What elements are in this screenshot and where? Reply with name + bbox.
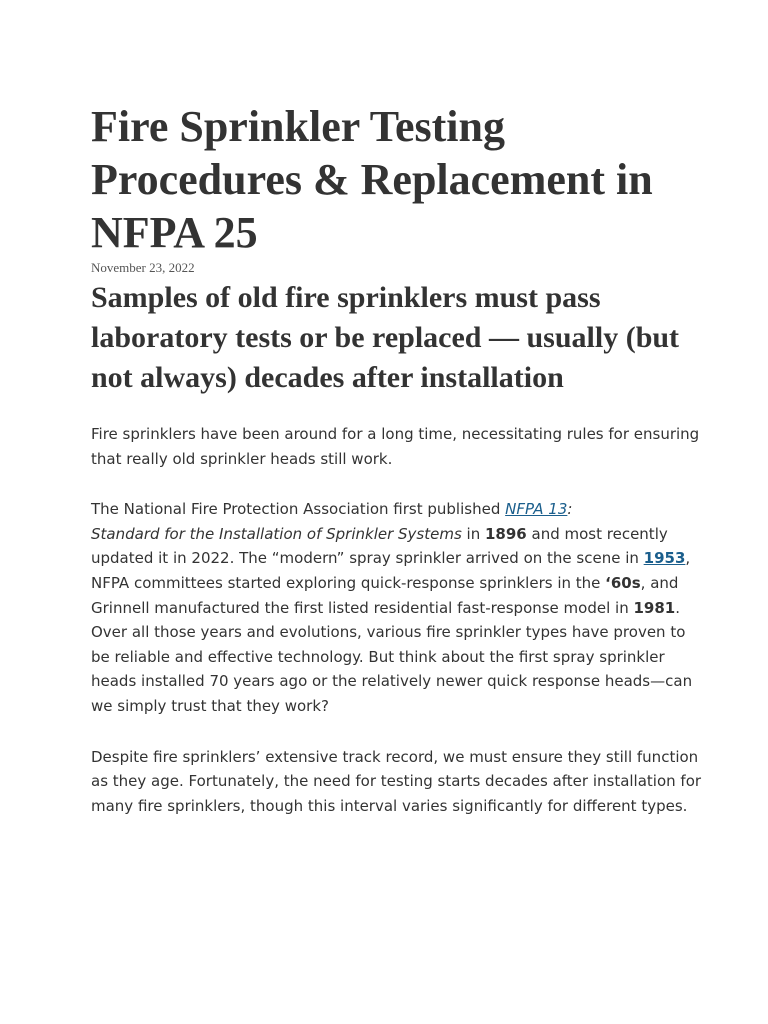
year-1981: 1981 [633,598,676,617]
text-segment: , NFPA committees started exploring quick-response sprinklers in the [91,549,691,592]
year-1953-link[interactable] [644,549,686,567]
text-segment: , and Grinnell manufactured the first listed residential fast-response model in [91,573,679,617]
sixties-label: ‘60s [605,573,641,592]
text-segment: The National Fire Protection Association first published [91,500,506,519]
text-segment: . Over all those years and evolutions, various fire sprinkler types have proven to be reliable and effective technology. But think about the first spray sprinkler heads installed 70 years ago or the relatively newer quick response heads—can we simply trust that they work? [91,598,693,715]
nfpa-13-link[interactable]: NFPA 13 [505,500,568,519]
paragraph-history [91,497,708,718]
paragraph-intro: Fire sprinklers have been around for a long time, necessitating rules for ensuring that really old sprinkler heads still work. [91,425,700,468]
text-segment: and most recently updated it in 2022. The “modern” spray sprinkler arrived on the scene in [91,524,668,568]
standard-title: Standard for the Installation of Sprinkler Systems [91,524,462,543]
publish-date: November 23, 2022 [91,260,195,275]
article-subtitle: Samples of old fire sprinklers must pass laboratory tests or be replaced — usually (but not always) decades after installation [91,281,680,394]
article-title: Fire Sprinkler Testing Procedures & Replacement in NFPA 25 [91,102,653,257]
paragraph-testing: Despite fire sprinklers’ extensive track record, we must ensure they still function as they age. Fortunately, the need for testing starts decades after installation for many fire sprinklers, though this interval varies significantly for different types. [91,747,702,815]
text-segment: in [461,524,485,543]
year-1896: 1896 [485,524,527,543]
year-1953-label: 1953 [643,549,686,568]
colon-text: : [567,500,573,519]
